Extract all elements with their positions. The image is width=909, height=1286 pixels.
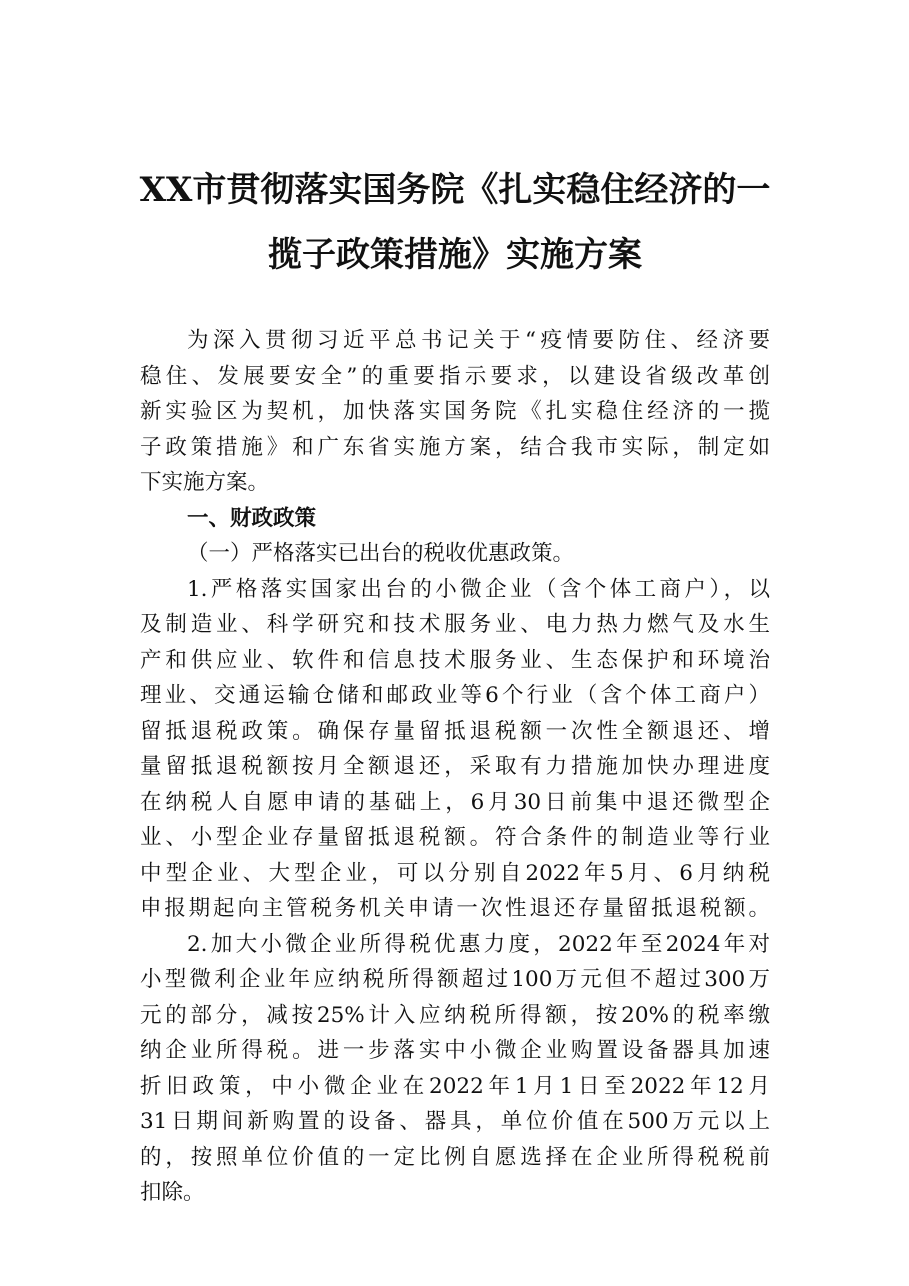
- body-text-line: 及制造业、科学研究和技术服务业、电力热力燃气及水生: [140, 612, 770, 637]
- body-text-line: 的，按照单位价值的一定比例自愿选择在企业所得税税前: [140, 1144, 770, 1170]
- body-text-line: 31日期间新购置的设备、器具，单位价值在500万元以上: [140, 1109, 770, 1134]
- body-text-line: 为深入贯彻习近平总书记关于“疫情要防住、经济要: [187, 328, 770, 353]
- body-text-line: 业、小型企业存量留抵退税额。符合条件的制造业等行业: [140, 825, 770, 850]
- body-text-line: 留抵退税政策。确保存量留抵退税额一次性全额退还、增: [140, 718, 770, 744]
- body-text-line: 产和供应业、软件和信息技术服务业、生态保护和环境治: [140, 647, 770, 673]
- body-text-line: 稳住、发展要安全”的重要指示要求，以建设省级改革创: [140, 363, 770, 389]
- body-text-line: 新实验区为契机，加快落实国务院《扎实稳住经济的一揽: [140, 399, 770, 424]
- body-text-line: 1.严格落实国家出台的小微企业（含个体工商户），以: [187, 576, 770, 602]
- body-text-line: 子政策措施》和广东省实施方案，结合我市实际，制定如: [140, 434, 770, 460]
- section-heading: 一、财政政策: [187, 505, 317, 531]
- body-text-line: 在纳税人自愿申请的基础上，6月30日前集中退还微型企: [140, 789, 770, 815]
- body-text-line: 2.加大小微企业所得税优惠力度，2022年至2024年对: [187, 931, 770, 957]
- document-title-line-1: XX市贯彻落实国务院《扎实稳住经济的一: [139, 170, 771, 210]
- body-text-line: 下实施方案。: [140, 470, 270, 495]
- body-text-line: 扣除。: [140, 1180, 205, 1205]
- body-text-line: 中型企业、大型企业，可以分别自2022年5月、6月纳税: [140, 860, 770, 886]
- body-text-line: 折旧政策，中小微企业在2022年1月1日至2022年12月: [140, 1073, 770, 1099]
- body-text-line: 纳企业所得税。进一步落实中小微企业购置设备器具加速: [140, 1038, 770, 1063]
- body-text-line: （一）严格落实已出台的税收优惠政策。: [187, 541, 575, 566]
- body-text-line: 理业、交通运输仓储和邮政业等6个行业（含个体工商户）: [140, 683, 770, 708]
- body-text-line: 申报期起向主管税务机关申请一次性退还存量留抵退税额。: [140, 896, 770, 921]
- body-text-line: 量留抵退税额按月全额退还，采取有力措施加快办理进度: [140, 754, 770, 779]
- document-title-line-2: 揽子政策措施》实施方案: [268, 235, 642, 275]
- body-text-line: 元的部分，减按25%计入应纳税所得额，按20%的税率缴: [140, 1002, 770, 1028]
- body-text-line: 小型微利企业年应纳税所得额超过100万元但不超过300万: [140, 967, 770, 992]
